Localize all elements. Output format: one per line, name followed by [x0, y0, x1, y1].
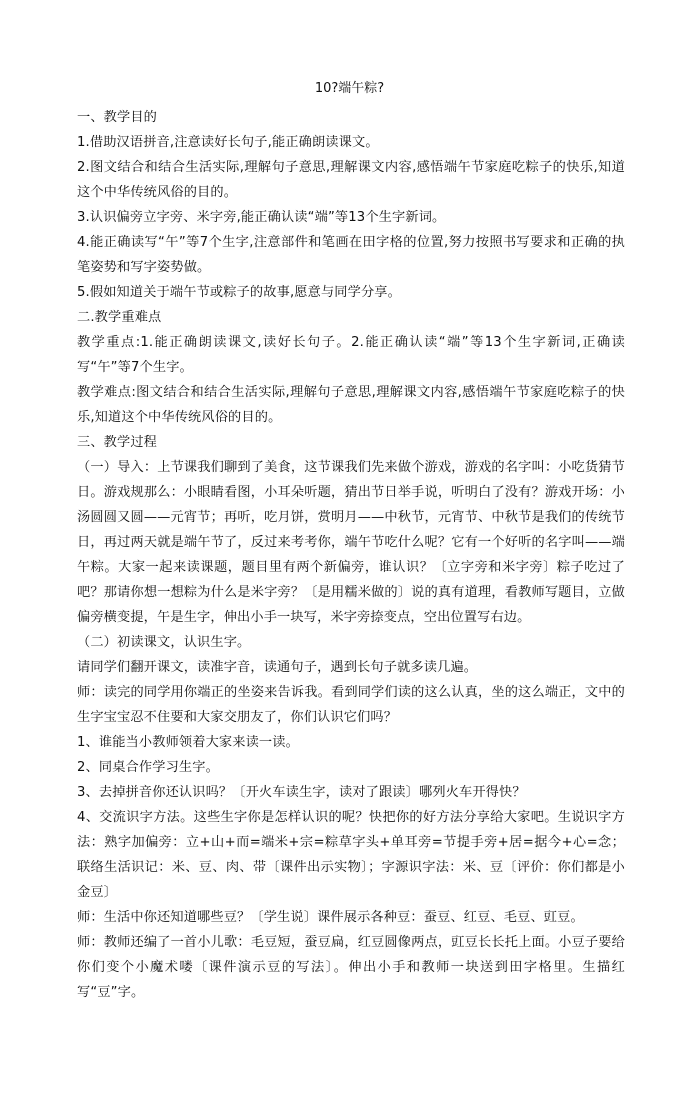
process-paragraph: 请同学们翻开课文，读准字音，读通句子，遇到长句子就多读几遍。	[77, 660, 478, 675]
objective-5: 5.假如知道关于端午节或粽子的故事,愿意与同学分享。	[77, 285, 401, 300]
section-heading-process: 三、教学过程	[77, 435, 158, 450]
difficult-points-paragraph: 教学难点:图文结合和结合生活实际,理解句子意思,理解课文内容,感悟端午节家庭吃粽子的快乐,知道这个中华传统风俗的目的。	[77, 385, 625, 425]
key-points-paragraph: 教学重点:1.能正确朗读课文,读好长句子。2.能正确认读“端”等13个生字新词,正确读写“午”等7个生字。	[77, 335, 625, 375]
document-title: 10?端午粽?	[314, 81, 385, 96]
process-list-item-1: 1、谁能当小教师领着大家来读一读。	[77, 735, 299, 750]
process-list-item-3: 3、去掉拼音你还认识吗？〔开火车读生字，读对了跟读〕哪列火车开得快？	[77, 785, 526, 800]
process-paragraph: 师：生活中你还知道哪些豆？〔学生说〕课件展示各种豆：蚕豆、红豆、毛豆、豇豆。	[77, 910, 584, 925]
section-heading-key-points: 二.教学重难点	[77, 310, 162, 325]
document-body	[77, 105, 625, 1005]
objective-3: 3.认识偏旁立字旁、米字旁,能正确认读“端”等13个生字新词。	[77, 210, 446, 225]
process-list-item-4: 4、交流识字方法。这些生字你是怎样认识的呢？快把你的好方法分享给大家吧。生说识字方法：熟字加偏旁：立+山+而=端米+宗=粽草字头+单耳旁=节提手旁+居=据今+心=念；联络生活识记：米、豆、肉、带〔课件出示实物〕；字源识字法：米、豆〔评价：你们都是小金豆〕	[77, 810, 625, 900]
objective-1: 1.借助汉语拼音,注意读好长句子,能正确朗读课文。	[77, 135, 379, 150]
process-intro-paragraph: （一）导入：上节课我们聊到了美食，这节课我们先来做个游戏，游戏的名字叫：小吃货猜节日。游戏规那么：小眼睛看图，小耳朵听题，猜出节日举手说，听明白了没有？游戏开场：小汤圆圆又圆——元宵节；再听，吃月饼，赏明月——中秋节，元宵节、中秋节是我们的传统节日，再过两天就是端午节了，反过来考考你，端午节吃什么呢？它有一个好听的名字叫——端午粽。大家一起来读课题，题目里有两个新偏旁，谁认识？〔立字旁和米字旁〕粽子吃过了吧？那请你想一想粽为什么是米字旁？〔是用糯米做的〕说的真有道理，看教师写题目，立做偏旁横变提，午是生字，伸出小手一块写，米字旁捺变点，空出位置写右边。	[77, 460, 625, 625]
process-step-2-heading: （二）初读课文，认识生字。	[77, 635, 251, 650]
process-paragraph: 师：教师还编了一首小儿歌：毛豆短，蚕豆扁，红豆圆像两点，豇豆长长托上面。小豆子要给你们变个小魔术喽〔课件演示豆的写法〕。伸出小手和教师一块送到田字格里。生描红写“豆”字。	[77, 935, 625, 1000]
process-list-item-2: 2、同桌合作学习生字。	[77, 760, 219, 775]
objective-2: 2.图文结合和结合生活实际,理解句子意思,理解课文内容,感悟端午节家庭吃粽子的快乐,知道这个中华传统风俗的目的。	[77, 160, 625, 200]
process-paragraph: 师：读完的同学用你端正的坐姿来告诉我。看到同学们读的这么认真，坐的这么端正，文中的生字宝宝忍不住要和大家交朋友了，你们认识它们吗？	[77, 685, 625, 725]
section-heading-objectives: 一、教学目的	[77, 110, 158, 125]
objective-4: 4.能正确读写“午”等7个生字,注意部件和笔画在田字格的位置,努力按照书写要求和正确的执笔姿势和写字姿势做。	[77, 235, 625, 275]
